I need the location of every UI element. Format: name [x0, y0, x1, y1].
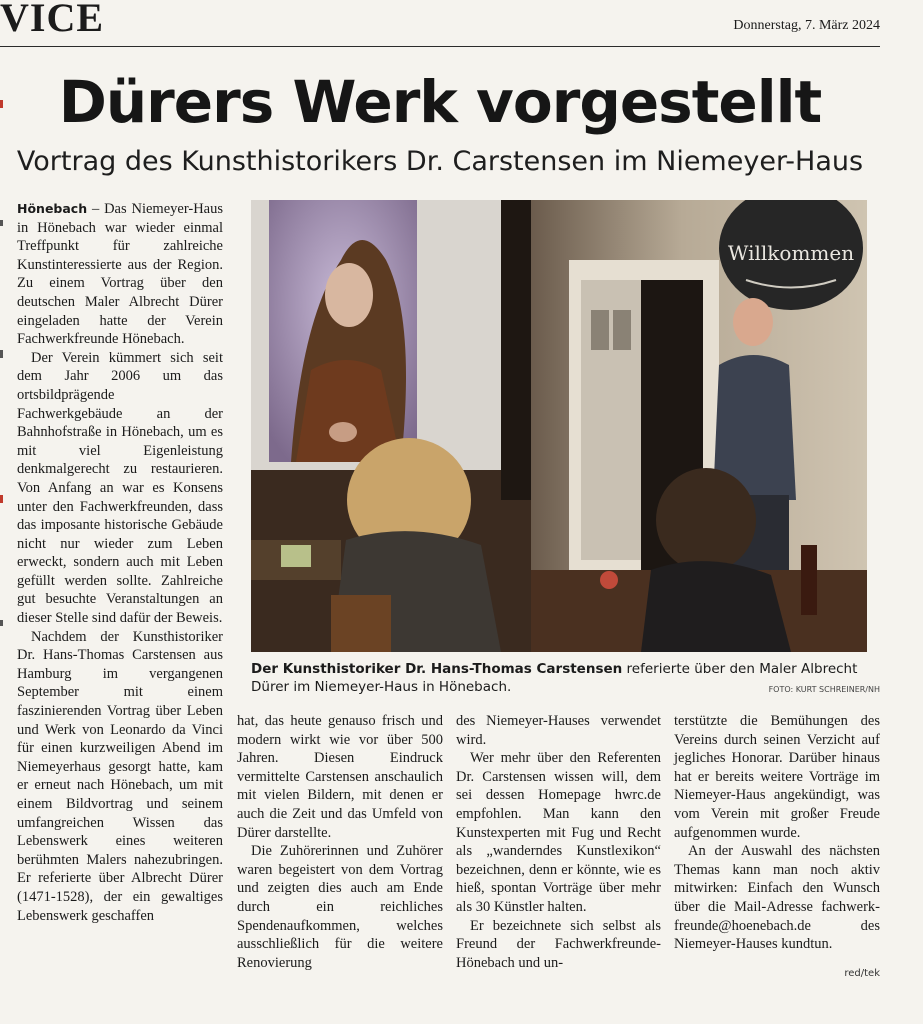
issue-date: Donnerstag, 7. März 2024 [733, 18, 880, 33]
author-signature: red/tek [844, 968, 880, 979]
paragraph: An der Auswahl des nächsten Themas kann man noch aktiv mitwirken: Einfach den Wunsch über die Mail-Adresse fachwerk-freunde@hoenebach.de des Niemeyer-Hauses kundtun. [674, 843, 880, 953]
caption-text: referierte über den Maler Albrecht Dürer im Niemeyer-Haus in Hönebach. [251, 661, 858, 695]
article-column-4 [674, 712, 880, 954]
header-rule [0, 46, 880, 47]
paragraph-text: – Das Niemeyer-Haus in Hönebach war wieder einmal Treffpunkt für zahlreiche Kunstinteressierte aus der Region. Zu einem Vortrag über den deutschen Maler Albrecht Dürer eingeladen hatte der Verein Fachwerkfreunde Hönebach. [17, 201, 223, 348]
paragraph: des Niemeyer-Hauses verwendet wird. [456, 713, 661, 748]
paragraph: Die Zuhörerinnen und Zuhörer waren begeistert von dem Vortrag und zeigten dies auch am Ende durch ein reichliches Spendenaufkommen, welches ausschließlich für die weitere Renovierung [237, 843, 443, 971]
article-photo [251, 200, 867, 652]
paragraph: Der Verein kümmert sich seit dem Jahr 2006 um das ortsbildprägende Fachwerkgebäude an der Bahnhofstraße in Hönebach, um es mit viel Eigenleistung denkmalgerecht zu restaurieren. Von Anfang an war es Konsens unter den Fachwerkfreunden, dass das imposante historische Gebäude nicht nur wieder zum Leben erweckt, sondern auch mit Leben gefüllt werden sollte. Zahlreiche gut besuchte Veranstaltungen an dieser Stelle sind dafür der Beweis. [17, 349, 223, 627]
photo-credit: FOTO: KURT SCHREINER/NH [768, 685, 880, 694]
margin-marks [0, 100, 6, 700]
headline: Dürers Werk vorgestellt [58, 68, 822, 136]
paragraph: hat, das heute genauso frisch und modern wirkt wie vor über 500 Jahren. Diesen Eindruck vermittelte Carstensen anschaulich mit vielen Bildern, mit denen er auch die Zeit und das Umfeld von Dürer darstellte. [237, 713, 443, 841]
subheadline: Vortrag des Kunsthistorikers Dr. Carstensen im Niemeyer-Haus [16, 146, 864, 177]
paragraph [17, 200, 223, 349]
paragraph: terstützte die Bemühungen des Vereins durch seinen Verzicht auf jegliches Honorar. Darüber hinaus hat er bereits weitere Vorträge im Niemeyer-Haus angekündigt, was vom Verein mit großer Freude aufgenommen wurde. [674, 713, 880, 841]
article-column-2 [237, 712, 443, 972]
paragraph: Nachdem der Kunsthistoriker Dr. Hans-Thomas Carstensen aus Hamburg im vergangenen September mit einem faszinierenden Vortrag über Leben und Werk von Leonardo da Vinci für einen kurzweiligen Abend im Niemeyerhaus gesorgt hatte, kam er erneut nach Hönebach, um mit einem Bildvortrag und seinem umfangreichen Wissen das Lebenswerk eines weiteren berühmten Malers nahezubringen. Er referierte über Albrecht Dürer (1471-1528), der ein gewaltiges Lebenswerk geschaffen [17, 628, 223, 924]
article-column-3 [456, 712, 661, 972]
article-column-1 [17, 200, 223, 925]
caption-subject: Der Kunsthistoriker Dr. Hans-Thomas Carstensen [251, 661, 623, 677]
paragraph: Er bezeichnete sich selbst als Freund der Fachwerkfreunde-Hönebach und un- [456, 917, 661, 971]
dateline: Hönebach [17, 201, 88, 216]
section-name: VICE [0, 0, 105, 40]
paragraph: Wer mehr über den Referenten Dr. Carstensen wissen will, dem sei dessen Homepage hwrc.de empfohlen. Man kann den Kunstexperten mit Fug und Recht als „wanderndes Kunstlexikon“ bezeichnen, denn er könnte, wie es hieß, spontan Vorträge über mehr als 30 Künstler halten. [456, 750, 661, 915]
welcome-sign-text: Willkommen [727, 241, 855, 265]
